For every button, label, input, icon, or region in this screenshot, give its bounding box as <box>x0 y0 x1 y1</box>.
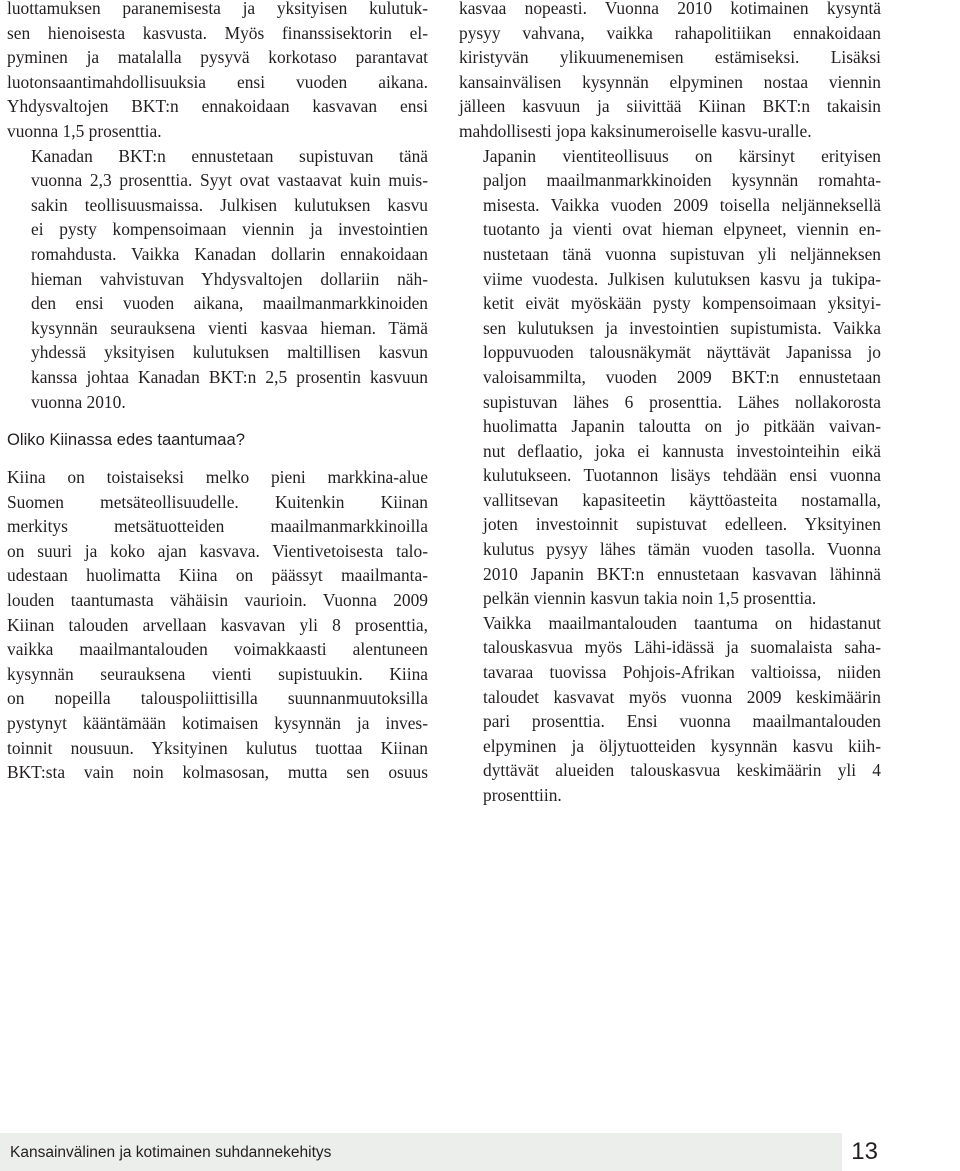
text-line: Suomen metsäteollisuudelle. Kuitenkin Kiinan <box>7 491 428 512</box>
text-line: on suuri ja koko ajan kasvava. Vientivetoisesta talo- <box>7 540 428 561</box>
right-paragraph-2 <box>459 144 881 611</box>
text-line: luotonsaantimahdollisuuksia ensi vuoden aikana. <box>7 71 428 92</box>
text-line: vuonna 1,5 prosenttia. <box>7 120 162 141</box>
text-line: paljon maailmanmarkkinoiden kysynnän romahta- <box>483 170 881 191</box>
text-line: on nopeilla talouspoliittisilla suunnanmuutoksilla <box>7 688 428 709</box>
text-line: kanssa johtaa Kanadan BKT:n 2,5 prosentin kasvuun <box>31 366 428 387</box>
page-number-box <box>842 1133 960 1171</box>
text-line: Kiina on toistaiseksi melko pieni markkina-alue <box>7 467 428 488</box>
text-line: loppuvuoden talousnäkymät näyttävät Japanissa jo <box>483 342 881 363</box>
text-line: den ensi vuoden aikana, maailmanmarkkinoiden <box>31 293 428 314</box>
page-footer <box>0 1133 960 1171</box>
text-line: pystynyt kääntämään kotimaisen kysynnän ja inves- <box>7 713 428 734</box>
text-line: luottamuksen paranemisesta ja yksityisen kulutuk- <box>7 0 428 18</box>
text-line: prosenttiin. <box>483 785 562 805</box>
text-line: sakin teollisuusmaissa. Julkisen kulutuksen kasvu <box>31 194 428 215</box>
text-line: nut deflaatio, joka ei kannusta investointeihin eikä <box>483 440 881 461</box>
text-line: pyminen ja matalalla pysyvä korkotaso parantavat <box>7 47 428 68</box>
text-line: jälleen kasvuun ja siivittää Kiinan BKT:n takaisin <box>459 96 881 117</box>
text-line: talouskasvua myös Lähi-idässä ja suomalaista saha- <box>483 637 881 658</box>
section-subheading: Oliko Kiinassa edes taantumaa? <box>7 430 245 450</box>
text-line: taloudet kasvavat myös vuonna 2009 keskimäärin <box>483 686 881 707</box>
text-line: dyttävät alueiden talouskasvua keskimäärin yli 4 <box>483 760 881 781</box>
text-line: sen kulutuksen ja investointien supistumista. Vaikka <box>483 317 881 338</box>
text-line: toinnit nousuun. Yksityinen kulutus tuottaa Kiinan <box>7 737 428 758</box>
text-line: vuonna 2,3 prosenttia. Syyt ovat vastaavat kuin muis- <box>31 170 428 191</box>
text-line: louden taantumasta vähäisin vaurioin. Vuonna 2009 <box>7 590 428 611</box>
text-line: kasvaa nopeasti. Vuonna 2010 kotimainen kysyntä <box>459 0 881 18</box>
text-line: tavaraa tuovissa Pohjois-Afrikan valtioissa, niiden <box>483 662 881 683</box>
right-column <box>459 0 881 808</box>
text-line: BKT:sta vain noin kolmasosan, mutta sen osuus <box>7 762 428 783</box>
text-line: vuonna 2010. <box>31 391 126 412</box>
page-number: 13 <box>851 1138 878 1165</box>
text-line: misesta. Vaikka vuoden 2009 toisella neljänneksellä <box>483 194 881 215</box>
text-line: supistuvan lähes 6 prosenttia. Lähes nollakorosta <box>483 391 881 412</box>
text-line: ketit eivät myöskään pysty kompensoimaan yksityi- <box>483 293 881 314</box>
text-line: kysynnän seurauksena vienti supistuukin. Kiina <box>7 663 428 684</box>
text-line: Vaikka maailmantalouden taantuma on hidastanut <box>483 612 881 633</box>
text-line: sen hienoisesta kasvusta. Myös finanssisektorin el- <box>7 22 428 43</box>
text-line: kulutukseen. Tuotannon lisäys tehdään ensi vuonna <box>483 465 881 486</box>
text-line: romahdusta. Vaikka Kanadan dollarin ennakoidaan <box>31 243 428 264</box>
text-line: Japanin vientiteollisuus on kärsinyt erityisen <box>483 145 881 166</box>
text-line: vallitsevan kapasiteetin käyttöasteita nostamalla, <box>483 489 881 510</box>
text-line: tuotanto ja vienti ovat hieman elpyneet, viennin en- <box>483 219 881 240</box>
text-line: mahdollisesti jopa kaksinumeroiselle kasvu-uralle. <box>459 120 812 141</box>
text-line: yhdessä yksityisen kulutuksen maltillisen kasvun <box>31 342 428 363</box>
text-line: pysyy vahvana, vaikka rahapolitiikan ennakoidaan <box>459 22 881 43</box>
text-line: pari prosenttia. Ensi vuonna maailmantalouden <box>483 711 881 732</box>
text-line: valoisammilta, vuoden 2009 BKT:n ennustetaan <box>483 366 881 387</box>
text-line: viime vuodesta. Julkisen kulutuksen kasvu ja tukipa- <box>483 268 881 289</box>
left-paragraph-3 <box>7 465 428 785</box>
text-line: huolimatta Japanin taloutta on jo pitkään vaivan- <box>483 416 881 437</box>
left-paragraph-1 <box>7 0 428 144</box>
text-line: elpyminen ja öljytuotteiden kysynnän kasvu kiih- <box>483 735 881 756</box>
text-line: ei pysty kompensoimaan viennin ja investointien <box>31 219 428 240</box>
right-paragraph-1 <box>459 0 881 144</box>
text-line: 2010 Japanin BKT:n ennustetaan kasvavan lähinnä <box>483 563 881 584</box>
text-line: hieman vahvistuvan Yhdysvaltojen dollariin näh- <box>31 268 428 289</box>
text-line: udestaan huolimatta Kiina on päässyt maailmanta- <box>7 565 428 586</box>
text-line: Kanadan BKT:n ennustetaan supistuvan tänä <box>31 145 428 166</box>
text-line: joten investoinnit supistuvat edelleen. Yksityinen <box>483 514 881 535</box>
text-line: kysynnän seurauksena vienti kasvaa hieman. Tämä <box>31 317 428 338</box>
text-line: merkitys metsätuotteiden maailmanmarkkinoilla <box>7 516 428 537</box>
text-line: kansainvälisen kysynnän elpyminen nostaa viennin <box>459 71 881 92</box>
text-line: vaikka maailmantalouden voimakkaasti alentuneen <box>7 639 428 660</box>
left-column <box>7 0 428 785</box>
text-line: Kiinan talouden arvellaan kasvavan yli 8 prosenttia, <box>7 614 428 635</box>
text-line: kiristyvän ylikuumenemisen estämiseksi. Lisäksi <box>459 47 881 68</box>
text-line: Yhdysvaltojen BKT:n ennakoidaan kasvavan ensi <box>7 96 428 117</box>
text-line: nustetaan tänä vuonna supistuvan yli neljänneksen <box>483 243 881 264</box>
text-line: pelkän viennin kasvun takia noin 1,5 prosenttia. <box>483 588 817 609</box>
left-paragraph-2 <box>7 144 428 415</box>
right-paragraph-3 <box>459 611 881 808</box>
text-line: kulutus pysyy lähes tämän vuoden tasolla. Vuonna <box>483 539 881 560</box>
footer-title: Kansainvälinen ja kotimainen suhdannekehitys <box>10 1144 332 1161</box>
